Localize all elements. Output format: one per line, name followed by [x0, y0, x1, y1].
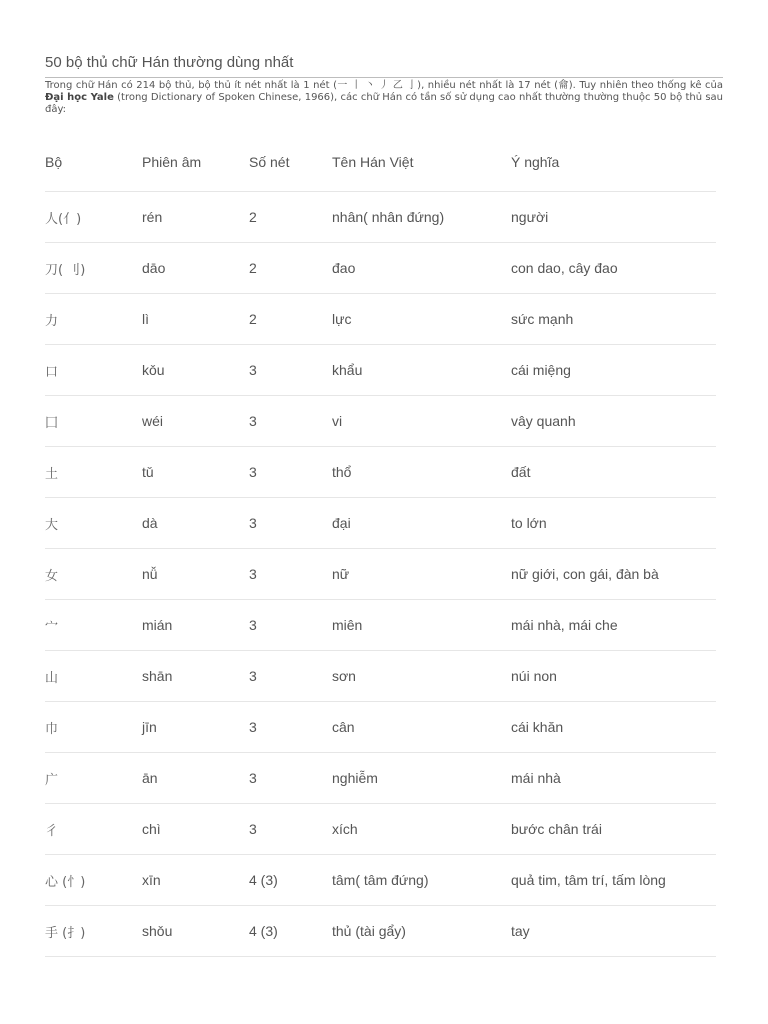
cell-meaning: cái khăn — [511, 702, 716, 753]
cell-meaning: cái miệng — [511, 345, 716, 396]
cell-pinyin: dāo — [142, 243, 249, 294]
table-row — [45, 702, 716, 753]
intro-text-end: (trong Dictionary of Spoken Chinese, 1966), các chữ Hán có tần số sử dụng cao nhất thường thường thuộc 50 bộ thủ sau đây: — [45, 92, 724, 115]
cell-stroke-count: 3 — [249, 702, 332, 753]
cell-sino-vietnamese-name: miên — [332, 600, 511, 651]
header-pinyin: Phiên âm — [142, 133, 249, 192]
cell-stroke-count: 3 — [249, 600, 332, 651]
cell-sino-vietnamese-name: vi — [332, 396, 511, 447]
cell-pinyin: tǔ — [142, 447, 249, 498]
cell-meaning: đất — [511, 447, 716, 498]
header-meaning: Ý nghĩa — [511, 133, 716, 192]
table-header-row — [45, 133, 716, 192]
table-row — [45, 243, 716, 294]
cell-meaning: sức mạnh — [511, 294, 716, 345]
cell-stroke-count: 3 — [249, 345, 332, 396]
page-title: 50 bộ thủ chữ Hán thường dùng nhất — [45, 52, 723, 78]
table-row — [45, 855, 716, 906]
cell-stroke-count: 2 — [249, 294, 332, 345]
cell-meaning: mái nhà, mái che — [511, 600, 716, 651]
cell-radical: 广 — [45, 753, 142, 804]
cell-pinyin: dà — [142, 498, 249, 549]
cell-radical: 山 — [45, 651, 142, 702]
cell-pinyin: xīn — [142, 855, 249, 906]
cell-radical: 力 — [45, 294, 142, 345]
cell-sino-vietnamese-name: sơn — [332, 651, 511, 702]
cell-pinyin: nǚ — [142, 549, 249, 600]
table-row — [45, 549, 716, 600]
cell-sino-vietnamese-name: lực — [332, 294, 511, 345]
cell-radical: 女 — [45, 549, 142, 600]
table-row — [45, 804, 716, 855]
cell-sino-vietnamese-name: thủ (tài gẩy) — [332, 906, 511, 957]
cell-radical: 心 (忄) — [45, 855, 142, 906]
table-row — [45, 906, 716, 957]
cell-pinyin: wéi — [142, 396, 249, 447]
cell-meaning: tay — [511, 906, 716, 957]
cell-pinyin: kǒu — [142, 345, 249, 396]
cell-radical: 刀( 刂) — [45, 243, 142, 294]
cell-stroke-count: 2 — [249, 192, 332, 243]
cell-sino-vietnamese-name: tâm( tâm đứng) — [332, 855, 511, 906]
table-row — [45, 447, 716, 498]
cell-meaning: vây quanh — [511, 396, 716, 447]
intro-text-start: Trong chữ Hán có 214 bộ thủ, bộ thủ ít nét nhất là 1 nét (一 丨 丶 丿 乙 亅), nhiều nét nhất là 17 nét (龠). Tuy nhiên theo thống kê của — [45, 80, 723, 91]
cell-meaning: quả tim, tâm trí, tấm lòng — [511, 855, 716, 906]
cell-pinyin: rén — [142, 192, 249, 243]
cell-meaning: mái nhà — [511, 753, 716, 804]
cell-radical: 囗 — [45, 396, 142, 447]
table-row — [45, 345, 716, 396]
cell-sino-vietnamese-name: thổ — [332, 447, 511, 498]
cell-stroke-count: 3 — [249, 753, 332, 804]
cell-stroke-count: 3 — [249, 396, 332, 447]
cell-sino-vietnamese-name: xích — [332, 804, 511, 855]
cell-stroke-count: 3 — [249, 447, 332, 498]
cell-radical: 口 — [45, 345, 142, 396]
cell-stroke-count: 4 (3) — [249, 906, 332, 957]
cell-stroke-count: 3 — [249, 498, 332, 549]
table-row — [45, 651, 716, 702]
cell-stroke-count: 3 — [249, 651, 332, 702]
header-stroke-count: Số nét — [249, 133, 332, 192]
cell-pinyin: ān — [142, 753, 249, 804]
intro-paragraph — [45, 80, 723, 116]
cell-radical: 手 (扌) — [45, 906, 142, 957]
cell-sino-vietnamese-name: đại — [332, 498, 511, 549]
cell-sino-vietnamese-name: nữ — [332, 549, 511, 600]
cell-stroke-count: 3 — [249, 804, 332, 855]
cell-meaning: nữ giới, con gái, đàn bà — [511, 549, 716, 600]
cell-radical: 宀 — [45, 600, 142, 651]
table-row — [45, 396, 716, 447]
cell-pinyin: lì — [142, 294, 249, 345]
table-row — [45, 294, 716, 345]
cell-radical: 巾 — [45, 702, 142, 753]
cell-radical: 人(亻) — [45, 192, 142, 243]
document — [45, 52, 723, 116]
cell-pinyin: shǒu — [142, 906, 249, 957]
cell-meaning: bước chân trái — [511, 804, 716, 855]
cell-pinyin: mián — [142, 600, 249, 651]
cell-radical: 大 — [45, 498, 142, 549]
table-row — [45, 600, 716, 651]
cell-sino-vietnamese-name: đao — [332, 243, 511, 294]
header-radical: Bộ — [45, 133, 142, 192]
cell-radical: 土 — [45, 447, 142, 498]
cell-sino-vietnamese-name: khẩu — [332, 345, 511, 396]
cell-meaning: con dao, cây đao — [511, 243, 716, 294]
table-row — [45, 498, 716, 549]
cell-meaning: to lớn — [511, 498, 716, 549]
radicals-table — [45, 133, 716, 957]
cell-stroke-count: 4 (3) — [249, 855, 332, 906]
cell-stroke-count: 2 — [249, 243, 332, 294]
cell-radical: 彳 — [45, 804, 142, 855]
table-row — [45, 753, 716, 804]
cell-pinyin: chì — [142, 804, 249, 855]
cell-sino-vietnamese-name: nhân( nhân đứng) — [332, 192, 511, 243]
table-row — [45, 192, 716, 243]
header-sino-vietnamese-name: Tên Hán Việt — [332, 133, 511, 192]
cell-pinyin: jīn — [142, 702, 249, 753]
cell-sino-vietnamese-name: cân — [332, 702, 511, 753]
cell-sino-vietnamese-name: nghiễm — [332, 753, 511, 804]
cell-meaning: núi non — [511, 651, 716, 702]
cell-stroke-count: 3 — [249, 549, 332, 600]
cell-pinyin: shān — [142, 651, 249, 702]
intro-source-name: Đại học Yale — [45, 92, 114, 103]
cell-meaning: người — [511, 192, 716, 243]
